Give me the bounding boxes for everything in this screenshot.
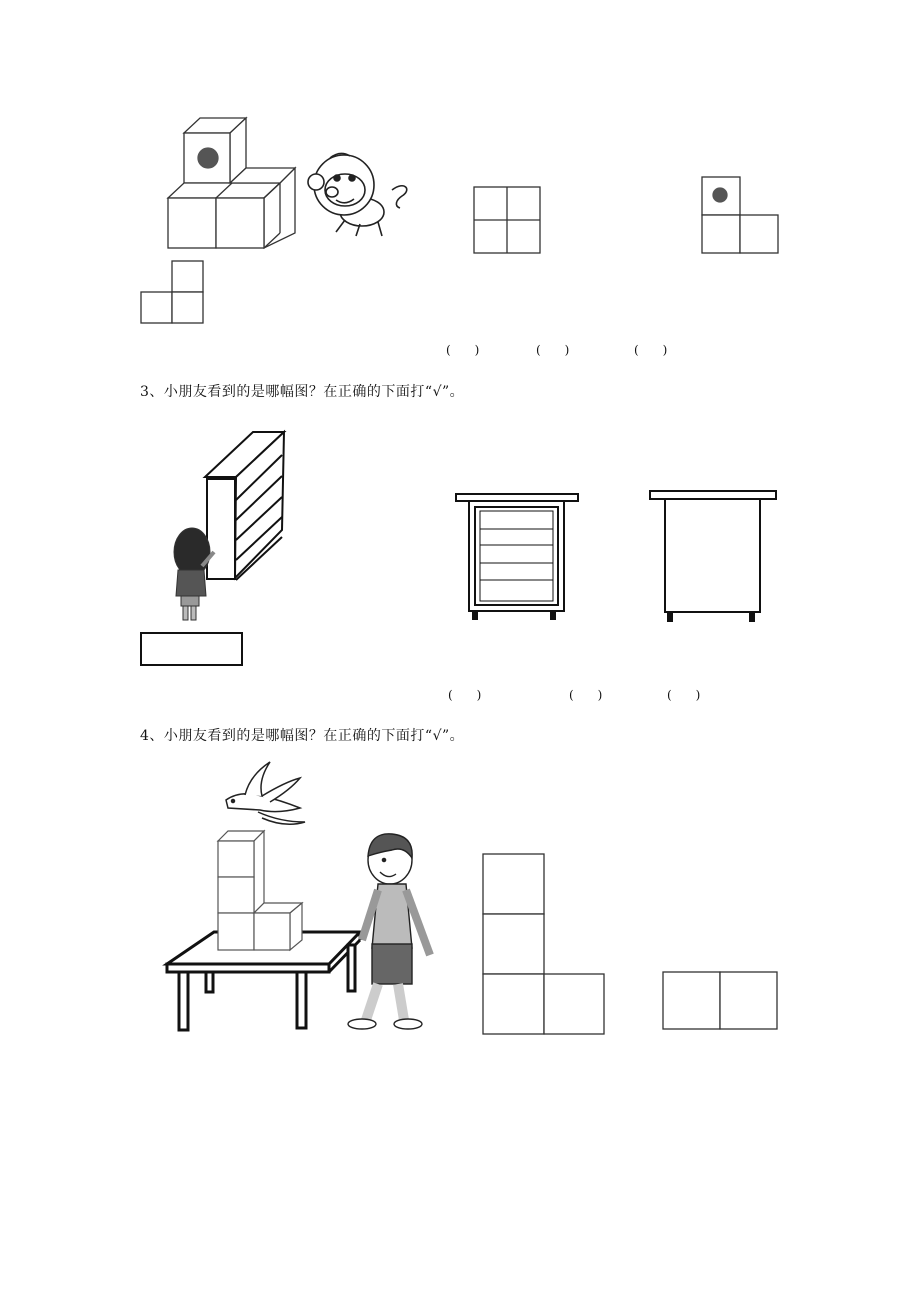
- bird-icon: [226, 762, 305, 824]
- option-tall-l-view: [483, 854, 604, 1034]
- q3-answer-slot-1[interactable]: ( ): [448, 688, 482, 702]
- answer-slot-2[interactable]: ( ): [536, 343, 570, 357]
- cube-stack-figure: [168, 118, 295, 248]
- option-grid-2x2: [474, 187, 540, 253]
- drawer-cabinet-3d: [205, 432, 284, 580]
- question-4-text: 4、小朋友看到的是哪幅图？在正确的下面打“√”。: [140, 728, 465, 744]
- answer-box: [141, 633, 242, 665]
- q3-answer-slot-3[interactable]: ( ): [667, 688, 701, 702]
- table-cube-stack: [218, 831, 302, 950]
- question-3-text: 3、小朋友看到的是哪幅图？在正确的下面打“√”。: [140, 384, 465, 400]
- answer-slot-1[interactable]: ( ): [446, 343, 480, 357]
- small-l-shape: [141, 261, 203, 323]
- monkey-icon: [308, 153, 407, 236]
- option-two-squares: [663, 972, 777, 1029]
- answer-slot-3[interactable]: ( ): [634, 343, 668, 357]
- option-cabinet-front: [456, 494, 578, 619]
- dot-marker: [198, 148, 218, 168]
- option-cabinet-side: [650, 491, 776, 621]
- option-l-with-dot: [702, 177, 778, 253]
- q3-answer-slot-2[interactable]: ( ): [569, 688, 603, 702]
